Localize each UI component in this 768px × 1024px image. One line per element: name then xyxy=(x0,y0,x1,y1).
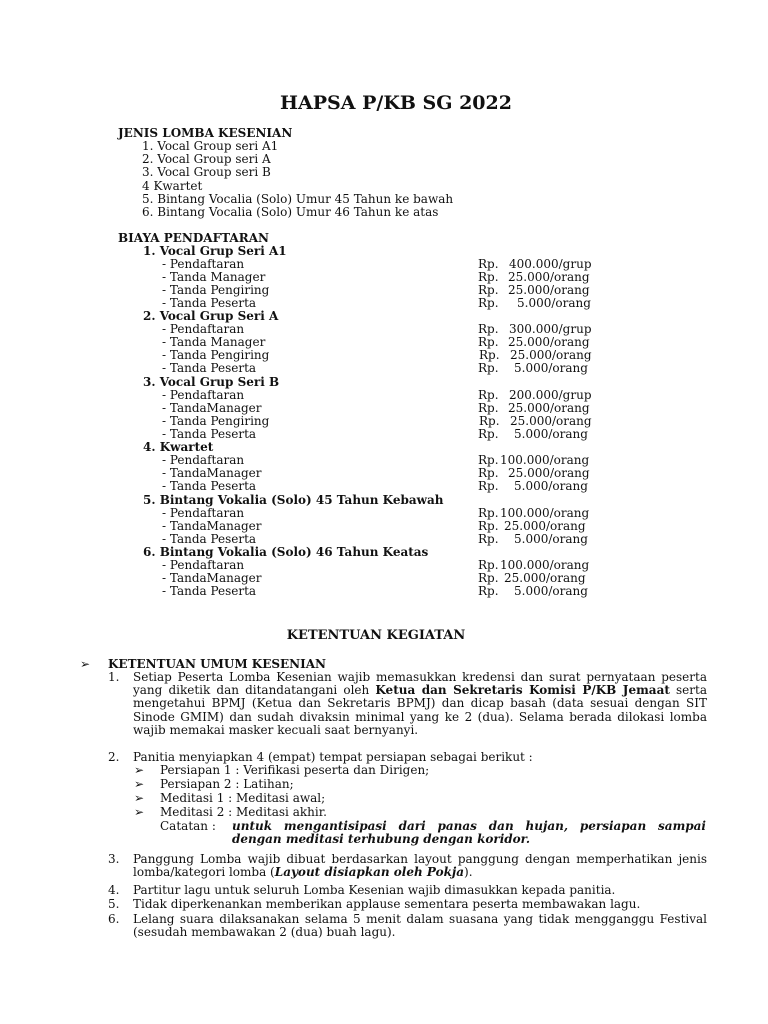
fee-label: - TandaManager xyxy=(162,401,262,415)
ketentuan-umum-heading: KETENTUAN UMUM KESENIAN xyxy=(108,657,327,671)
sub-item: Meditasi 1 : Meditasi awal; xyxy=(160,791,326,805)
rule-text: Partitur lagu untuk seluruh Lomba Kesenian wajib dimasukkan kepada panitia. xyxy=(133,883,616,897)
fee-label: - Tanda Manager xyxy=(162,335,266,349)
fee-currency: Rp. xyxy=(478,257,499,271)
fee-label: - Pendaftaran xyxy=(162,388,245,402)
fee-group-title: 2. Vocal Grup Seri A xyxy=(143,309,279,323)
fee-amount: 200.000/grup xyxy=(509,388,592,402)
fee-currency: Rp. xyxy=(479,348,500,362)
rule-text: Tidak diperkenankan memberikan applause sementara peserta membawakan lagu. xyxy=(133,897,641,911)
fee-amount: 5.000/orang xyxy=(514,532,588,546)
fee-label: - Tanda Pengiring xyxy=(162,414,270,428)
fee-currency: Rp. xyxy=(478,296,499,310)
fee-amount: 25.000/orang xyxy=(504,571,586,585)
jenis-item: 1. Vocal Group seri A1 xyxy=(142,139,279,153)
list-number: 4. xyxy=(108,883,120,897)
fee-group-title: 6. Bintang Vokalia (Solo) 46 Tahun Keatas xyxy=(143,545,429,559)
sub-item: Persiapan 1 : Verifikasi peserta dan Dirigen; xyxy=(160,763,430,777)
rule-paragraph xyxy=(133,853,707,879)
fee-amount: 5.000/orang xyxy=(517,296,591,310)
fee-label: - Pendaftaran xyxy=(162,506,245,520)
rule-text: serta mengetahui BPMJ (Ketua dan Sekretaris BPMJ) dan dicap basah (data sesuai dengan SIT Sinode GMIM) dan sudah divaksin minimal yang ke 2 (dua). Selama berada dilokasi lomba wajib memakai masker kecuali saat bernyanyi. xyxy=(133,683,707,737)
fee-currency: Rp. xyxy=(478,558,499,572)
jenis-item: 6. Bintang Vocalia (Solo) Umur 46 Tahun ke atas xyxy=(142,205,439,219)
fee-amount: 5.000/orang xyxy=(514,584,588,598)
list-number: 2. xyxy=(108,750,120,764)
fee-currency: Rp. xyxy=(478,453,499,467)
fee-group-title: 3. Vocal Grup Seri B xyxy=(143,375,280,389)
fee-amount: 25.000/orang xyxy=(504,519,586,533)
fee-currency: Rp. xyxy=(478,479,499,493)
fee-amount: 100.000/orang xyxy=(500,558,590,572)
fee-currency: Rp. xyxy=(478,571,499,585)
list-number: 1. xyxy=(108,670,120,684)
fee-label: - TandaManager xyxy=(162,519,262,533)
fee-currency: Rp. xyxy=(478,322,499,336)
fee-amount: 25.000/orang xyxy=(508,270,590,284)
fee-currency: Rp. xyxy=(478,427,499,441)
jenis-item: 4 Kwartet xyxy=(142,179,203,193)
fee-label: - Tanda Pengiring xyxy=(162,348,270,362)
fee-group-title: 5. Bintang Vokalia (Solo) 45 Tahun Kebawah xyxy=(143,493,444,507)
fee-label: - Pendaftaran xyxy=(162,558,245,572)
fee-amount: 25.000/orang xyxy=(508,335,590,349)
fee-amount: 400.000/grup xyxy=(509,257,592,271)
rule-emphasis: Layout disiapkan oleh Pokja xyxy=(274,865,465,880)
fee-label: - Tanda Peserta xyxy=(162,296,257,310)
sub-item: Meditasi 2 : Meditasi akhir. xyxy=(160,805,327,819)
fee-label: - TandaManager xyxy=(162,466,262,480)
biaya-heading: BIAYA PENDAFTARAN xyxy=(118,231,269,245)
fee-currency: Rp. xyxy=(478,283,499,297)
list-number: 3. xyxy=(108,852,120,866)
fee-currency: Rp. xyxy=(478,584,499,598)
fee-amount: 25.000/orang xyxy=(510,414,592,428)
rule-text: Panggung Lomba wajib dibuat berdasarkan layout panggung dengan memperhatikan jenis lomba/kategori lomba ( xyxy=(133,852,707,880)
arrow-bullet-icon: ➢ xyxy=(134,777,145,791)
fee-currency: Rp. xyxy=(478,270,499,284)
fee-amount: 100.000/orang xyxy=(500,506,590,520)
catatan-label: Catatan : xyxy=(160,819,216,833)
arrow-bullet-icon: ➢ xyxy=(134,763,145,777)
fee-currency: Rp. xyxy=(478,519,499,533)
arrow-bullet-icon: ➢ xyxy=(134,791,145,805)
fee-label: - Tanda Pengiring xyxy=(162,283,270,297)
jenis-item: 3. Vocal Group seri B xyxy=(142,165,271,179)
fee-label: - Tanda Manager xyxy=(162,270,266,284)
fee-amount: 5.000/orang xyxy=(514,427,588,441)
fee-label: - Tanda Peserta xyxy=(162,532,257,546)
fee-amount: 25.000/orang xyxy=(508,401,590,415)
rule-text: Panitia menyiapkan 4 (empat) tempat persiapan sebagai berikut : xyxy=(133,750,533,764)
arrow-bullet-icon: ➢ xyxy=(80,657,91,671)
fee-currency: Rp. xyxy=(478,361,499,375)
fee-amount: 5.000/orang xyxy=(514,361,588,375)
fee-group-title: 1. Vocal Grup Seri A1 xyxy=(143,244,287,258)
list-number: 5. xyxy=(108,897,120,911)
rule-paragraph: Lelang suara dilaksanakan selama 5 menit dalam suasana yang tidak mengganggu Festival (sesudah membawakan 2 (dua) buah lagu). xyxy=(133,912,707,940)
fee-amount: 25.000/orang xyxy=(510,348,592,362)
rule-emphasis: Ketua dan Sekretaris Komisi P/KB Jemaat xyxy=(375,683,670,698)
fee-currency: Rp. xyxy=(478,532,499,546)
fee-currency: Rp. xyxy=(478,388,499,402)
fee-label: - Tanda Peserta xyxy=(162,361,257,375)
list-number: 6. xyxy=(108,912,120,926)
jenis-item: 5. Bintang Vocalia (Solo) Umur 45 Tahun ke bawah xyxy=(142,192,454,206)
fee-label: - Pendaftaran xyxy=(162,322,245,336)
fee-label: - Pendaftaran xyxy=(162,453,245,467)
ketentuan-title: KETENTUAN KEGIATAN xyxy=(286,628,466,643)
jenis-heading: JENIS LOMBA KESENIAN xyxy=(118,126,293,140)
rule-paragraph xyxy=(133,671,707,737)
fee-currency: Rp. xyxy=(478,466,499,480)
fee-label: - Pendaftaran xyxy=(162,257,245,271)
fee-amount: 25.000/orang xyxy=(508,283,590,297)
arrow-bullet-icon: ➢ xyxy=(134,805,145,819)
fee-group-title: 4. Kwartet xyxy=(143,440,214,454)
fee-currency: Rp. xyxy=(479,414,500,428)
fee-label: - Tanda Peserta xyxy=(162,584,257,598)
fee-label: - Tanda Peserta xyxy=(162,479,257,493)
catatan-text: untuk mengantisipasi dari panas dan hujan, persiapan sampai dengan meditasi terhubung dengan koridor. xyxy=(232,819,706,847)
fee-label: - Tanda Peserta xyxy=(162,427,257,441)
rule-text: ). xyxy=(464,865,473,880)
sub-item: Persiapan 2 : Latihan; xyxy=(160,777,294,791)
fee-amount: 100.000/orang xyxy=(500,453,590,467)
jenis-item: 2. Vocal Group seri A xyxy=(142,152,271,166)
fee-currency: Rp. xyxy=(478,335,499,349)
rule-text: Setiap Peserta Lomba Kesenian wajib memasukkan kredensi dan surat pernyataan peserta yang diketik dan ditandatangani oleh xyxy=(133,670,707,698)
fee-amount: 25.000/orang xyxy=(508,466,590,480)
fee-amount: 300.000/grup xyxy=(509,322,592,336)
fee-currency: Rp. xyxy=(478,401,499,415)
document-title: HAPSA P/KB SG 2022 xyxy=(280,92,512,114)
fee-label: - TandaManager xyxy=(162,571,262,585)
fee-currency: Rp. xyxy=(478,506,499,520)
fee-amount: 5.000/orang xyxy=(514,479,588,493)
